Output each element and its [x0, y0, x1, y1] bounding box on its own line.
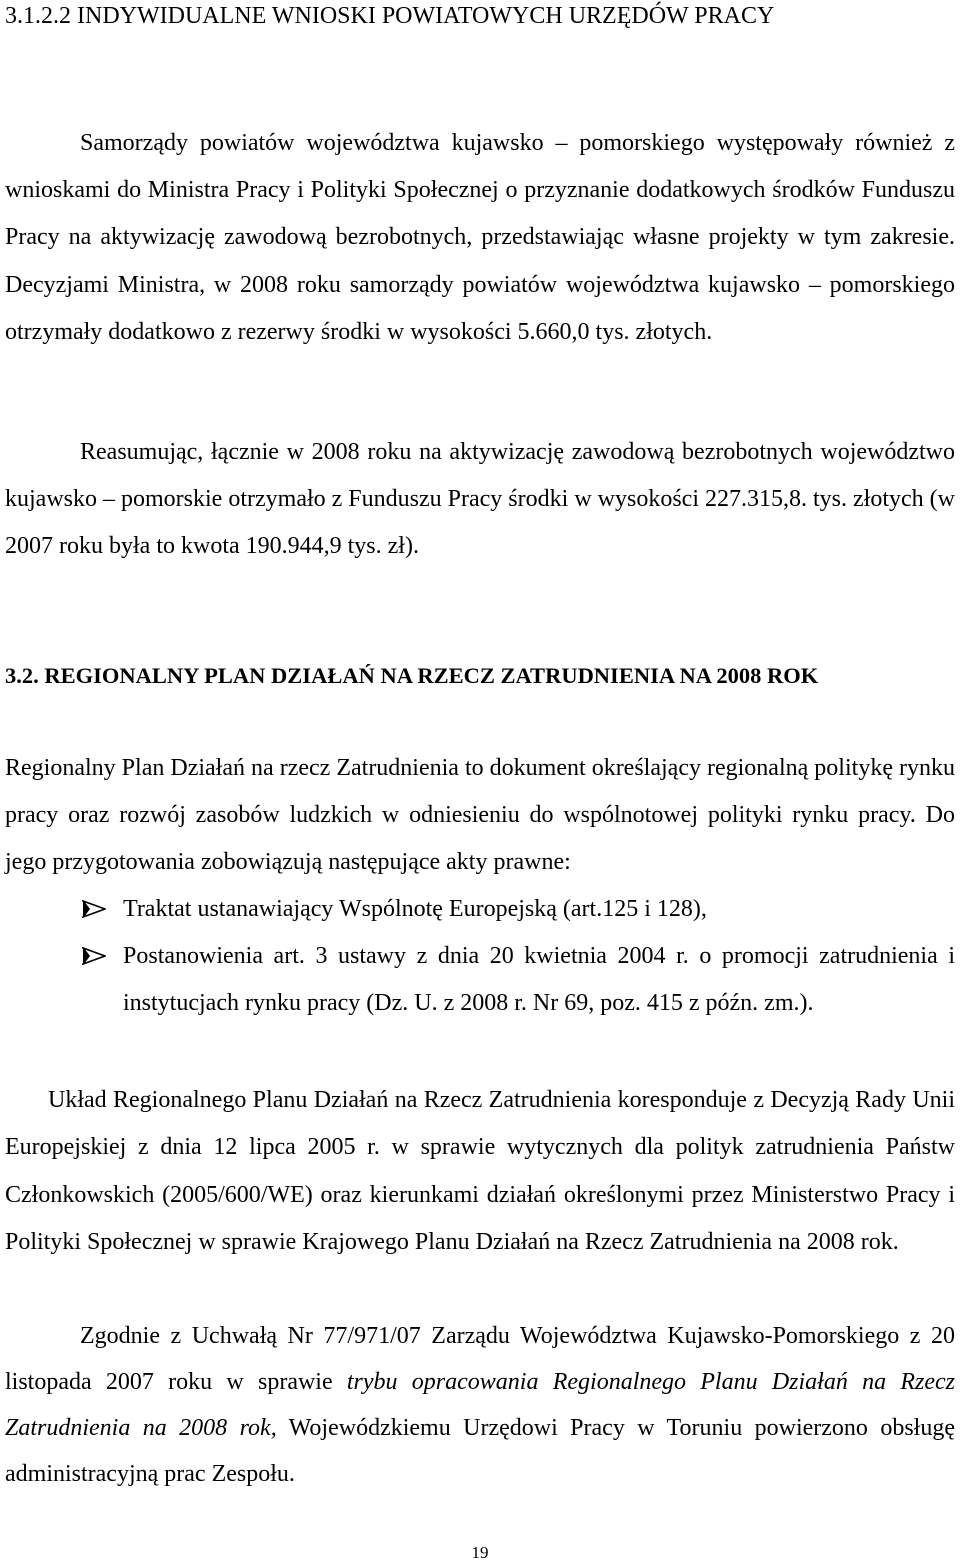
arrowhead-bullet-icon	[82, 900, 106, 918]
list-item-text: Traktat ustanawiający Wspólnotę Europejską (art.125 i 128),	[123, 896, 707, 922]
resolution-text-end: Wojewódzkiemu Urzędowi Pracy w Toruniu powierzono obsługę administracyjną prac Zespołu.	[5, 1415, 955, 1487]
paragraph-regional-plan: Regionalny Plan Działań na rzecz Zatrudnienia to dokument określający regionalną politykę rynku pracy oraz rozwój zasobów ludzkich w odniesieniu do wspólnotowej polityki rynku pracy. Do jego przygotowania zobowiązują następujące akty prawne:	[5, 755, 955, 875]
resolution-text-start: Zgodnie z Uchwałą Nr 77/971/07 Zarządu Województwa Kujawsko-Pomorskiego z 20 listopada 2007 roku w sprawie	[5, 1323, 955, 1395]
paragraph-resolution	[5, 1313, 955, 1497]
list-item	[0, 933, 955, 1027]
section-heading-3-2: 3.2. REGIONALNY PLAN DZIAŁAŃ NA RZECZ ZATRUDNIENIA NA 2008 ROK	[5, 663, 819, 688]
paragraph-plan-structure: Układ Regionalnego Planu Działań na Rzecz Zatrudnienia koresponduje z Decyzją Rady Unii Europejskiej z dnia 12 lipca 2005 r. w sprawie wytycznych dla polityk zatrudnienia Państw Członkowskich (2005/600/WE) oraz kierunkami działań określonymi przez Ministerstwo Pracy i Polityki Społecznej w sprawie Krajowego Planu Działań na Rzecz Zatrudnienia na 2008 rok.	[5, 1087, 955, 1255]
section-heading-3-1-2-2: 3.1.2.2 INDYWIDUALNE WNIOSKI POWIATOWYCH URZĘDÓW PRACY	[5, 3, 775, 29]
page-number: 19	[471, 1543, 489, 1562]
list-item-text: Postanowienia art. 3 ustawy z dnia 20 kwietnia 2004 r. o promocji zatrudnienia i instytucjach rynku pracy (Dz. U. z 2008 r. Nr 69, poz. 415 z późn. zm.).	[123, 943, 955, 1016]
legal-acts-list	[0, 886, 960, 1027]
list-item	[0, 886, 955, 933]
arrowhead-bullet-icon	[82, 947, 106, 965]
paragraph-summary: Reasumując, łącznie w 2008 roku na aktywizację zawodową bezrobotnych województwo kujawsko – pomorskie otrzymało z Funduszu Pracy środki w wysokości 227.315,8. tys. złotych (w 2007 roku była to kwota 190.944,9 tys. zł).	[5, 439, 955, 559]
resolution-title-italic: trybu opracowania Regionalnego Planu Działań na Rzecz Zatrudnienia na 2008 rok,	[5, 1369, 956, 1441]
paragraph-individual-applications: Samorządy powiatów województwa kujawsko – pomorskiego występowały również z wnioskami do Ministra Pracy i Polityki Społecznej o przyznanie dodatkowych środków Funduszu Pracy na aktywizację zawodową bezrobotnych, przedstawiając własne projekty w tym zakresie. Decyzjami Ministra, w 2008 roku samorządy powiatów województwa kujawsko – pomorskiego otrzymały dodatkowo z rezerwy środki w wysokości 5.660,0 tys. złotych.	[5, 130, 955, 345]
